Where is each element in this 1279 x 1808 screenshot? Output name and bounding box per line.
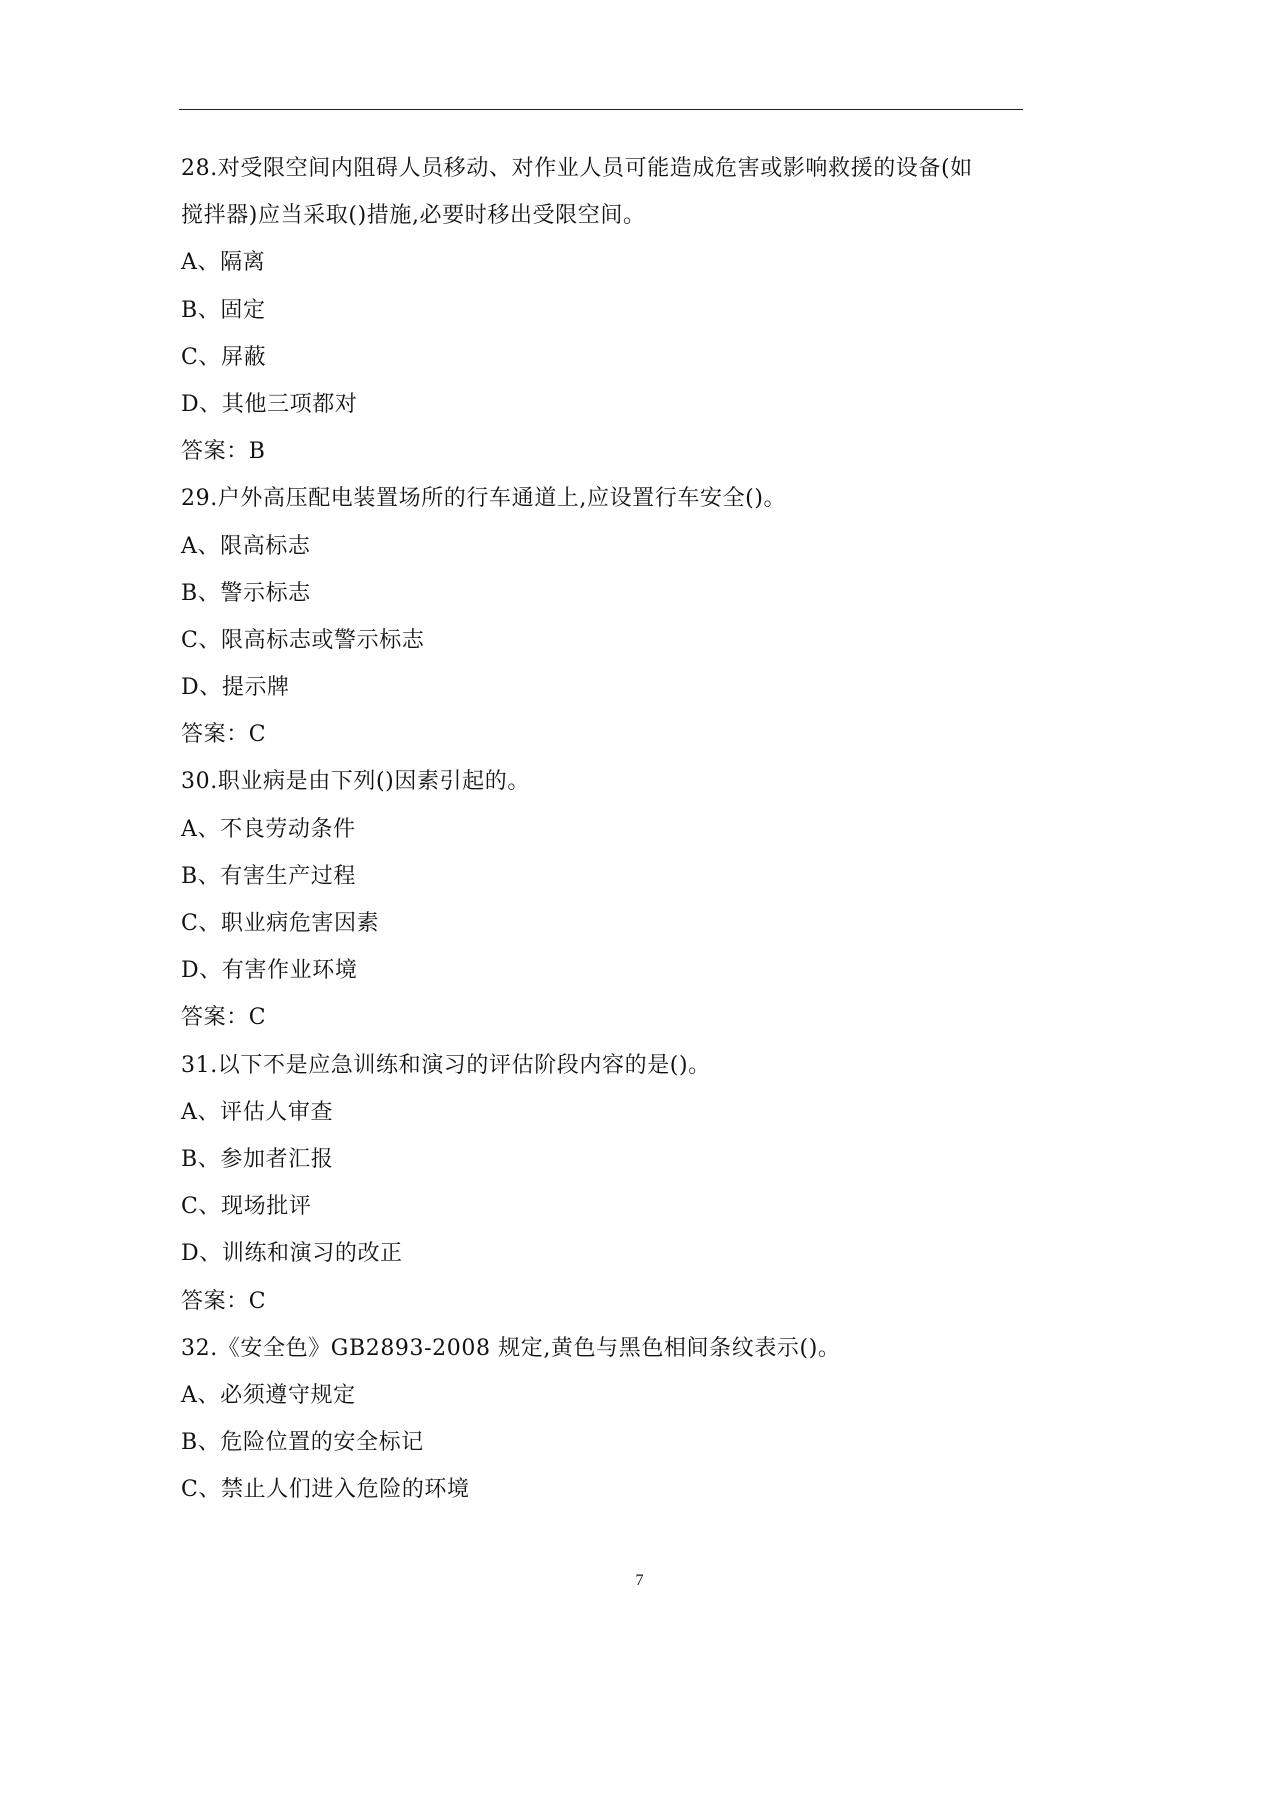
q32-stem: 32.《安全色》GB2893-2008 规定,黄色与黑色相间条纹表示()。 [181, 1335, 841, 1361]
q28-option-b: B、固定 [181, 297, 266, 323]
q30-stem: 30.职业病是由下列()因素引起的。 [181, 769, 530, 795]
q31-option-d: D、训练和演习的改正 [181, 1241, 403, 1267]
q29-option-c: C、限高标志或警示标志 [181, 627, 425, 653]
q30-option-b: B、有害生产过程 [181, 863, 356, 889]
q30-option-a: A、不良劳动条件 [181, 816, 356, 842]
q30-answer: 答案：C [181, 1005, 267, 1031]
q29-answer: 答案：C [181, 722, 267, 748]
q32-option-b: B、危险位置的安全标记 [181, 1430, 424, 1456]
q32-option-a: A、必须遵守规定 [181, 1382, 356, 1408]
q31-option-b: B、参加者汇报 [181, 1146, 334, 1172]
page-number: 7 [635, 1572, 644, 1589]
q31-stem: 31.以下不是应急训练和演习的评估阶段内容的是()。 [181, 1052, 711, 1078]
question-content [181, 145, 1023, 1513]
q31-answer: 答案：C [181, 1288, 267, 1314]
q29-option-b: B、警示标志 [181, 580, 311, 606]
q28-option-c: C、屏蔽 [181, 344, 267, 370]
q29-stem: 29.户外高压配电装置场所的行车通道上,应设置行车安全()。 [181, 486, 787, 512]
q31-option-c: C、现场批评 [181, 1194, 312, 1220]
q29-option-a: A、限高标志 [181, 533, 311, 559]
q29-option-d: D、提示牌 [181, 675, 290, 701]
q28-answer: 答案：B [181, 439, 266, 465]
q32-option-c: C、禁止人们进入危险的环境 [181, 1477, 470, 1503]
q28-stem-line-1: 28.对受限空间内阻碍人员移动、对作业人员可能造成危害或影响救援的设备(如 [181, 156, 973, 181]
header-rule [179, 109, 1023, 110]
q28-option-d: D、其他三项都对 [181, 391, 358, 417]
q31-option-a: A、评估人审查 [181, 1099, 334, 1125]
q30-option-d: D、有害作业环境 [181, 958, 358, 984]
q28-option-a: A、隔离 [181, 250, 266, 276]
q28-stem-line-2: 搅拌器)应当采取()措施,必要时移出受限空间。 [181, 203, 646, 229]
q30-option-c: C、职业病危害因素 [181, 911, 380, 936]
